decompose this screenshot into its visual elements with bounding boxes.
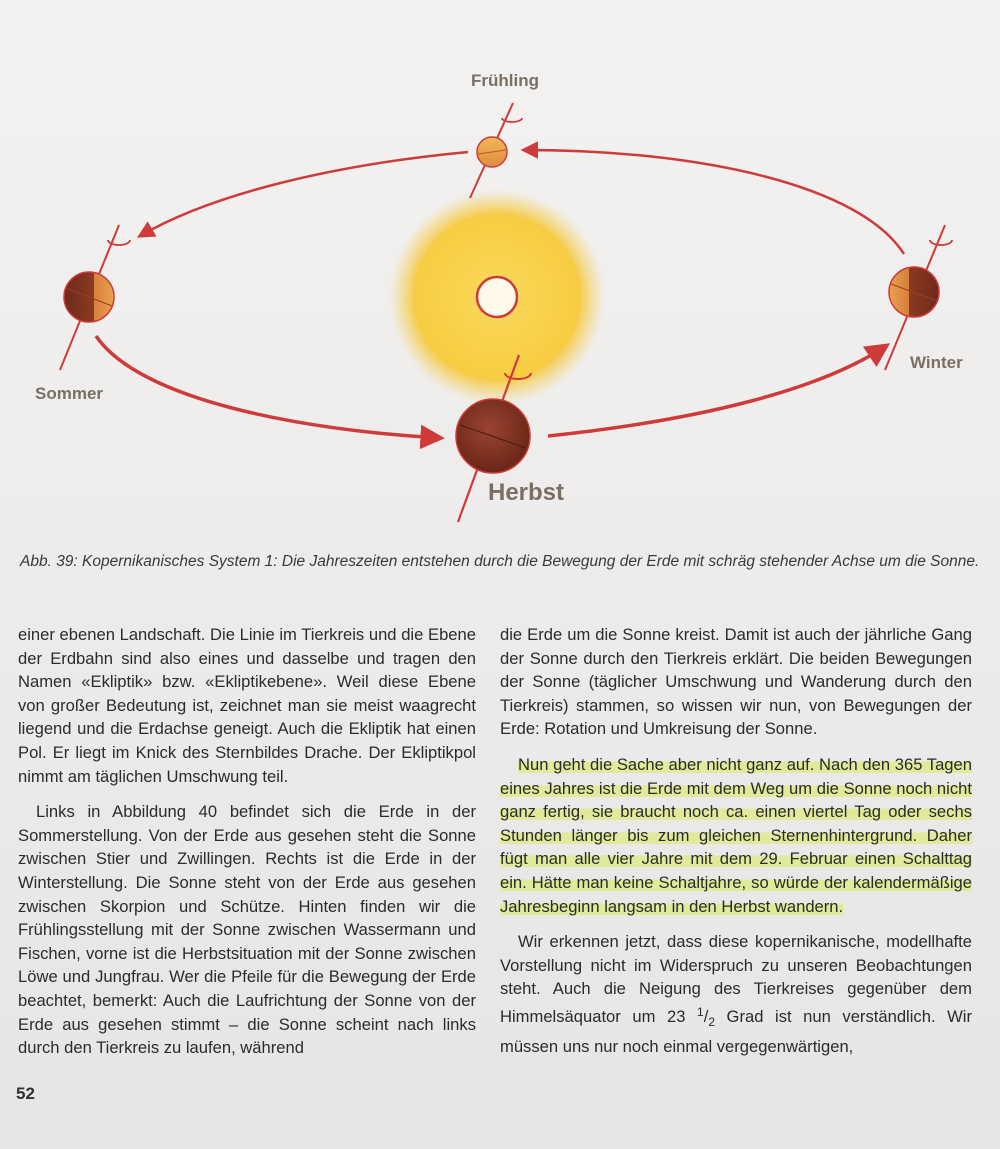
page-number: 52	[16, 1084, 35, 1103]
right-paragraph-1: die Erde um die Sonne kreist. Damit ist auch der jährliche Gang der Sonne durch den Tierkreis erklärt. Die beiden Bewegungen der Sonne (täglicher Umschwung und Wanderung durch den Tierkreis) stammen, so wissen wir nun, von Bewegungen der Erde: Rotation und Umkreisung der Sonne.	[500, 625, 972, 739]
highlighted-text: Nun geht die Sache aber nicht ganz auf. Nach den 365 Tagen eines Jahres ist die Erde mit dem Weg um die Sonne noch nicht ganz fertig, sie braucht noch ca. einen viertel Tag oder sechs Stunden länger bis zum gleichen Sternenhintergrund. Daher fügt man alle vier Jahre mit dem 29. Februar einen Schalttag ein. Hätte man keine Schaltjahre, so würde der kalendermäßige Jahresbeginn langsam in den Herbst wandern.	[500, 754, 972, 916]
fraction-denominator: 2	[708, 1014, 715, 1029]
earth-summer	[60, 225, 130, 370]
earth-spring	[470, 103, 522, 198]
left-paragraph-1: einer ebenen Landschaft. Die Linie im Tierkreis und die Ebene der Erdbahn sind also eines und dasselbe und tragen den Namen «Ekliptik» bzw. «Ekliptikebene». Weil diese Ebene von großer Bedeutung ist, zeichnet man sie meist waagrecht liegend und die Erdachse geneigt. Auch die Ekliptik hat einen Pol. Er liegt im Knick des Sternbildes Drache. Der Ekliptikpol nimmt am täglichen Umschwung teil.	[18, 625, 476, 786]
orbit-arrow-autumn-to-winter	[548, 346, 886, 436]
label-winter: Winter	[910, 353, 963, 372]
fraction-numerator: 1	[697, 1004, 704, 1019]
orbit-arrow-summer-to-autumn	[96, 336, 440, 438]
text-column-left	[18, 623, 476, 1072]
right-paragraph-3	[500, 930, 972, 1058]
right-paragraph-2-highlighted	[500, 753, 972, 918]
text-column-right	[500, 623, 972, 1070]
label-spring: Frühling	[471, 71, 539, 90]
paragraph-3-part-1: Wir erkennen jetzt, dass diese kopernikanische, modellhafte Vorstellung nicht im Widerspruch zu unseren Beobachtungen steht. Auch die Neigung des Tierkreises gegenüber dem Himmelsäquator um 23	[500, 932, 972, 1026]
label-autumn: Herbst	[488, 479, 565, 506]
label-summer: Sommer	[35, 384, 104, 403]
copernican-system-figure	[0, 0, 1000, 540]
figure-caption: Abb. 39: Kopernikanisches System 1: Die Jahreszeiten entstehen durch die Bewegung der Erde mit schräg stehender Achse um die Sonne.	[20, 553, 980, 570]
sun	[389, 189, 605, 405]
paragraph-3-part-2: Grad ist nun verständlich. Wir müssen uns nur noch einmal vergegenwärtigen,	[500, 1006, 972, 1056]
fraction-slash: /	[703, 1006, 709, 1026]
left-paragraph-2: Links in Abbildung 40 befindet sich die Erde in der Sommerstellung. Von der Erde aus gesehen steht die Sonne zwischen Stier und Zwillingen. Rechts ist die Erde in der Winterstellung. Die Sonne steht von der Erde aus gesehen zwischen Skorpion und Schütze. Hinten finden wir die Frühlingsstellung mit der Sonne zwischen Wassermann und Fischen, vorne ist die Herbstsituation mit der Sonne zwischen Löwe und Jungfrau. Wer die Pfeile für die Bewegung der Erde beachtet, bemerkt: Auch die Laufrichtung der Sonne von der Erde aus gesehen stimmt – die Sonne scheint nach links durch den Tierkreis zu laufen, während	[18, 802, 476, 1058]
earth-winter	[885, 225, 952, 370]
